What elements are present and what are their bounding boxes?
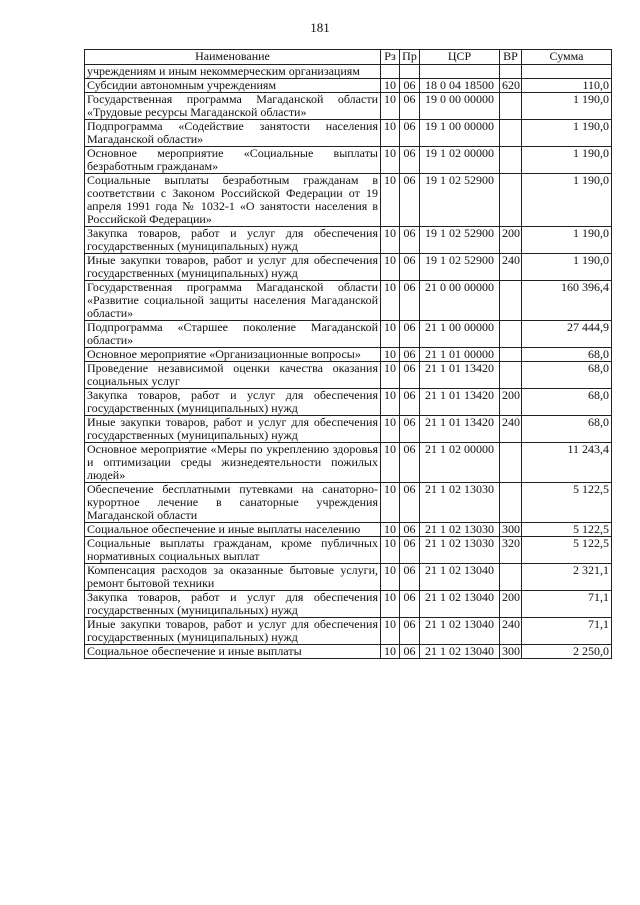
table-row — [85, 254, 612, 281]
cell-sum: 1 190,0 — [522, 174, 612, 227]
table-row — [85, 65, 612, 79]
cell-rz: 10 — [381, 79, 400, 93]
cell-vr: 240 — [500, 618, 522, 645]
cell-sum: 1 190,0 — [522, 147, 612, 174]
cell-sum: 68,0 — [522, 389, 612, 416]
cell-vr: 240 — [500, 254, 522, 281]
cell-vr — [500, 362, 522, 389]
cell-csr: 21 1 02 13040 — [420, 618, 500, 645]
cell-name: Основное мероприятие «Меры по укреплению здоровья и оптимизации среды жизнедеятельности пожилых людей» — [85, 443, 381, 483]
cell-pr: 06 — [400, 416, 420, 443]
cell-name: Субсидии автономным учреждениям — [85, 79, 381, 93]
cell-name: Подпрограмма «Содействие занятости населения Магаданской области» — [85, 120, 381, 147]
table-row — [85, 227, 612, 254]
cell-pr: 06 — [400, 443, 420, 483]
cell-pr: 06 — [400, 537, 420, 564]
table-row — [85, 483, 612, 523]
cell-csr: 19 1 02 52900 — [420, 174, 500, 227]
cell-rz: 10 — [381, 389, 400, 416]
cell-sum: 2 250,0 — [522, 645, 612, 659]
table-row — [85, 174, 612, 227]
cell-csr: 21 1 02 13040 — [420, 591, 500, 618]
cell-vr — [500, 65, 522, 79]
cell-pr: 06 — [400, 79, 420, 93]
cell-name: Закупка товаров, работ и услуг для обеспечения государственных (муниципальных) нужд — [85, 389, 381, 416]
cell-pr: 06 — [400, 348, 420, 362]
cell-csr: 21 1 01 13420 — [420, 416, 500, 443]
cell-vr — [500, 174, 522, 227]
table-row — [85, 120, 612, 147]
cell-sum: 1 190,0 — [522, 93, 612, 120]
cell-rz: 10 — [381, 348, 400, 362]
cell-csr: 21 1 02 13040 — [420, 645, 500, 659]
cell-sum: 68,0 — [522, 348, 612, 362]
cell-name: Обеспечение бесплатными путевками на санаторно-курортное лечение в санаторные учреждения Магаданской области — [85, 483, 381, 523]
cell-rz: 10 — [381, 120, 400, 147]
budget-table — [84, 49, 612, 659]
cell-csr: 19 0 00 00000 — [420, 93, 500, 120]
cell-pr: 06 — [400, 174, 420, 227]
cell-vr — [500, 443, 522, 483]
table-row — [85, 389, 612, 416]
cell-sum: 5 122,5 — [522, 537, 612, 564]
cell-name: Закупка товаров, работ и услуг для обеспечения государственных (муниципальных) нужд — [85, 591, 381, 618]
cell-pr: 06 — [400, 483, 420, 523]
cell-name: Иные закупки товаров, работ и услуг для обеспечения государственных (муниципальных) нужд — [85, 254, 381, 281]
cell-csr: 18 0 04 18500 — [420, 79, 500, 93]
cell-name: Подпрограмма «Старшее поколение Магаданской области» — [85, 321, 381, 348]
cell-sum: 110,0 — [522, 79, 612, 93]
table-row — [85, 618, 612, 645]
cell-csr: 21 0 00 00000 — [420, 281, 500, 321]
cell-sum: 68,0 — [522, 416, 612, 443]
cell-name: Компенсация расходов за оказанные бытовые услуги, ремонт бытовой техники — [85, 564, 381, 591]
cell-csr: 21 1 01 13420 — [420, 389, 500, 416]
cell-pr: 06 — [400, 618, 420, 645]
cell-vr: 620 — [500, 79, 522, 93]
cell-vr — [500, 321, 522, 348]
cell-csr: 21 1 01 00000 — [420, 348, 500, 362]
cell-sum: 11 243,4 — [522, 443, 612, 483]
cell-vr — [500, 483, 522, 523]
cell-pr — [400, 65, 420, 79]
table-row — [85, 79, 612, 93]
cell-sum: 160 396,4 — [522, 281, 612, 321]
cell-vr — [500, 348, 522, 362]
cell-csr: 19 1 02 52900 — [420, 227, 500, 254]
cell-name: Социальные выплаты безработным гражданам в соответствии с Законом Российской Федерации от 19 апреля 1991 года № 1032-1 «О занятости населения в Российской Федерации» — [85, 174, 381, 227]
table-row — [85, 537, 612, 564]
cell-vr: 200 — [500, 591, 522, 618]
cell-pr: 06 — [400, 389, 420, 416]
cell-vr: 240 — [500, 416, 522, 443]
table-row — [85, 93, 612, 120]
header-vr: ВР — [500, 50, 522, 65]
cell-sum: 1 190,0 — [522, 120, 612, 147]
cell-rz: 10 — [381, 227, 400, 254]
cell-pr: 06 — [400, 591, 420, 618]
cell-name: Социальные выплаты гражданам, кроме публичных нормативных социальных выплат — [85, 537, 381, 564]
cell-sum: 1 190,0 — [522, 227, 612, 254]
cell-pr: 06 — [400, 227, 420, 254]
cell-pr: 06 — [400, 321, 420, 348]
table-row — [85, 523, 612, 537]
cell-name: Проведение независимой оценки качества оказания социальных услуг — [85, 362, 381, 389]
cell-pr: 06 — [400, 147, 420, 174]
cell-rz: 10 — [381, 564, 400, 591]
cell-csr: 19 1 00 00000 — [420, 120, 500, 147]
cell-pr: 06 — [400, 254, 420, 281]
cell-name: Закупка товаров, работ и услуг для обеспечения государственных (муниципальных) нужд — [85, 227, 381, 254]
cell-rz: 10 — [381, 362, 400, 389]
cell-csr: 21 1 02 13040 — [420, 564, 500, 591]
cell-vr: 300 — [500, 645, 522, 659]
cell-name: учреждениям и иным некоммерческим организациям — [85, 65, 381, 79]
cell-sum — [522, 65, 612, 79]
cell-pr: 06 — [400, 93, 420, 120]
cell-rz: 10 — [381, 147, 400, 174]
cell-rz: 10 — [381, 443, 400, 483]
table-row — [85, 416, 612, 443]
table-row — [85, 281, 612, 321]
cell-rz: 10 — [381, 537, 400, 564]
cell-csr: 21 1 02 13030 — [420, 523, 500, 537]
cell-pr: 06 — [400, 281, 420, 321]
table-row — [85, 591, 612, 618]
cell-vr — [500, 120, 522, 147]
cell-rz — [381, 65, 400, 79]
cell-csr: 21 1 02 13030 — [420, 483, 500, 523]
cell-sum: 71,1 — [522, 591, 612, 618]
cell-sum: 1 190,0 — [522, 254, 612, 281]
cell-name: Основное мероприятие «Организационные вопросы» — [85, 348, 381, 362]
cell-sum: 2 321,1 — [522, 564, 612, 591]
cell-csr: 21 1 00 00000 — [420, 321, 500, 348]
cell-rz: 10 — [381, 523, 400, 537]
cell-csr: 19 1 02 52900 — [420, 254, 500, 281]
table-body — [85, 65, 612, 659]
cell-name: Государственная программа Магаданской области «Трудовые ресурсы Магаданской области» — [85, 93, 381, 120]
cell-pr: 06 — [400, 523, 420, 537]
cell-pr: 06 — [400, 645, 420, 659]
cell-pr: 06 — [400, 120, 420, 147]
cell-rz: 10 — [381, 591, 400, 618]
cell-csr: 21 1 02 13030 — [420, 537, 500, 564]
cell-rz: 10 — [381, 174, 400, 227]
cell-sum: 5 122,5 — [522, 523, 612, 537]
cell-rz: 10 — [381, 483, 400, 523]
cell-csr: 21 1 02 00000 — [420, 443, 500, 483]
header-rz: Рз — [381, 50, 400, 65]
cell-sum: 68,0 — [522, 362, 612, 389]
cell-name: Иные закупки товаров, работ и услуг для обеспечения государственных (муниципальных) нужд — [85, 618, 381, 645]
table-row — [85, 564, 612, 591]
cell-pr: 06 — [400, 362, 420, 389]
cell-rz: 10 — [381, 93, 400, 120]
cell-pr: 06 — [400, 564, 420, 591]
table-row — [85, 362, 612, 389]
table-row — [85, 348, 612, 362]
cell-vr: 200 — [500, 227, 522, 254]
cell-csr — [420, 65, 500, 79]
cell-csr: 21 1 01 13420 — [420, 362, 500, 389]
cell-rz: 10 — [381, 254, 400, 281]
cell-name: Иные закупки товаров, работ и услуг для обеспечения государственных (муниципальных) нужд — [85, 416, 381, 443]
cell-sum: 71,1 — [522, 618, 612, 645]
cell-rz: 10 — [381, 281, 400, 321]
cell-name: Социальное обеспечение и иные выплаты — [85, 645, 381, 659]
cell-vr — [500, 147, 522, 174]
header-sum: Сумма — [522, 50, 612, 65]
cell-vr: 300 — [500, 523, 522, 537]
cell-csr: 19 1 02 00000 — [420, 147, 500, 174]
cell-name: Социальное обеспечение и иные выплаты населению — [85, 523, 381, 537]
cell-vr: 200 — [500, 389, 522, 416]
cell-name: Основное мероприятие «Социальные выплаты безработным гражданам» — [85, 147, 381, 174]
table-row — [85, 443, 612, 483]
table-row — [85, 147, 612, 174]
cell-rz: 10 — [381, 416, 400, 443]
cell-vr — [500, 281, 522, 321]
cell-name: Государственная программа Магаданской области «Развитие социальной защиты населения Магаданской области» — [85, 281, 381, 321]
table-header-row — [85, 50, 612, 65]
table-row — [85, 645, 612, 659]
header-name: Наименование — [85, 50, 381, 65]
cell-vr: 320 — [500, 537, 522, 564]
cell-rz: 10 — [381, 321, 400, 348]
cell-vr — [500, 564, 522, 591]
table-row — [85, 321, 612, 348]
header-pr: Пр — [400, 50, 420, 65]
cell-vr — [500, 93, 522, 120]
cell-rz: 10 — [381, 618, 400, 645]
header-csr: ЦСР — [420, 50, 500, 65]
cell-sum: 27 444,9 — [522, 321, 612, 348]
cell-sum: 5 122,5 — [522, 483, 612, 523]
page-number: 181 — [310, 20, 330, 35]
cell-rz: 10 — [381, 645, 400, 659]
